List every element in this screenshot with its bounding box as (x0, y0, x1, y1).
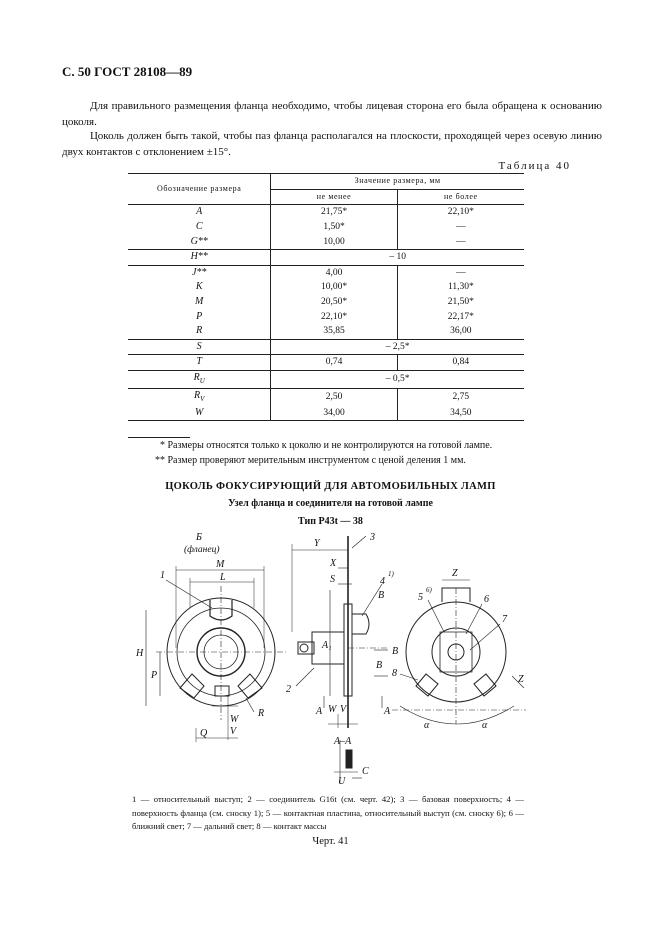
cell-min: 20,50* (271, 295, 397, 310)
table-row (128, 324, 524, 339)
cell-min: 1,50* (271, 220, 397, 235)
label-B-upper: В (378, 590, 385, 601)
header-min: не менее (271, 189, 397, 205)
flange-front-view (146, 566, 286, 742)
label-C: C (362, 766, 369, 777)
label-Z-right: Z (518, 674, 524, 685)
header-value: Значение размера, мм (271, 174, 524, 190)
side-view-labels (286, 532, 398, 787)
cell-designation: W (128, 406, 271, 421)
label-Q: Q (200, 728, 208, 739)
label-A-left: A (316, 706, 323, 717)
cell-min: 21,75* (271, 205, 397, 220)
cell-max: 11,30* (397, 280, 524, 295)
cell-min: 34,00 (271, 406, 397, 421)
table-row (128, 388, 524, 406)
label-alpha-right: α (482, 720, 488, 731)
label-V-side: V (340, 704, 347, 715)
label-n5: 5 (418, 592, 423, 603)
table-row (128, 249, 524, 265)
cell-max: 22,10* (397, 205, 524, 220)
label-A-right: A (384, 706, 391, 717)
table-row (128, 339, 524, 355)
table-row (128, 280, 524, 295)
paragraph-2: Цоколь должен быть такой, чтобы паз фланца располагался на плоскости, проходящей через осевую линию двух контактов с отклонением ±15°. (62, 130, 602, 158)
label-n7: 7 (502, 614, 507, 625)
label-n2: 2 (286, 684, 291, 695)
label-X: X (330, 558, 337, 569)
cell-min: 22,10* (271, 309, 397, 324)
table-row (128, 370, 524, 388)
cell-designation: H** (128, 249, 271, 265)
label-R: R (258, 708, 265, 719)
label-Z: Z (452, 568, 458, 579)
cell-designation: S (128, 339, 271, 355)
rear-view (392, 580, 526, 724)
cell-designation: $R_V$ (128, 388, 271, 406)
footnote-1: * Размеры относятся только к цоколю и не контролируются на готовой лампе. (160, 440, 493, 451)
cell-max: 2,75 (397, 388, 524, 406)
rear-view-labels (392, 568, 524, 731)
cell-min: 10,00* (271, 280, 397, 295)
table-row (128, 220, 524, 235)
cell-designation: K (195, 281, 203, 293)
label-U: U (338, 776, 346, 787)
label-M: M (216, 559, 225, 570)
technical-drawing (126, 528, 536, 790)
cell-max: — (397, 220, 524, 235)
label-n4: 4 (380, 576, 385, 587)
paragraph-1: Для правильного размещения фланца необходимо, чтобы лицевая сторона его была обращена к основанию цоколя. (62, 100, 602, 128)
header-max: не более (397, 189, 524, 205)
label-alpha-left: α (424, 720, 430, 731)
cell-min: 2,50 (271, 388, 397, 406)
cell-max: 22,17* (397, 309, 524, 324)
page-header: С. 50 ГОСТ 28108—89 (62, 64, 193, 79)
label-S: S (330, 574, 335, 585)
label-n3: 3 (370, 532, 375, 543)
label-H: H (136, 648, 144, 659)
label-V: V (230, 726, 237, 737)
label-n5sup: 6) (426, 586, 432, 594)
cell-max: — (397, 234, 524, 249)
label-flange-letter: Б (196, 532, 202, 543)
cell-designation: A (196, 206, 203, 218)
cell-max: — (397, 265, 524, 280)
label-Y: Y (314, 538, 320, 549)
label-P: P (151, 670, 158, 681)
figure-caption: 1 — относительный выступ; 2 — соединитель G16t (см. черт. 42); 3 — базовая поверхность; 4 — поверхность фланца (см. сноску 1); 5 — контактная пластина, относительный выступ (см. сноску 6); 6 — ближний свет; 7 — дальний свет; 8 — контакт массы (132, 794, 524, 831)
table-row (128, 205, 524, 220)
section-subtitle: Узел фланца и соединителя на готовой лампе (228, 498, 433, 509)
cell-designation: P (196, 310, 203, 322)
label-n1: 1 (160, 570, 165, 581)
cell-designation: M (195, 296, 204, 308)
label-L: L (220, 572, 226, 583)
figure-number: Черт. 41 (312, 836, 349, 847)
label-B-mid: В (392, 646, 399, 657)
label-flange-word: (фланец) (184, 545, 220, 555)
cell-value-span: – 10 (271, 249, 524, 265)
dimensions-table (128, 173, 524, 421)
cell-max: 0,84 (397, 355, 524, 371)
label-n8: 8 (392, 668, 397, 679)
table-row (128, 355, 524, 371)
cell-designation: J** (128, 265, 271, 280)
table-row (128, 309, 524, 324)
footnote-2: ** Размер проверяют мерительным инструментом с ценой деления 1 мм. (155, 455, 466, 466)
cell-value-span: – 2,5* (271, 339, 524, 355)
label-B-lower: В (376, 660, 383, 671)
cell-designation: C (195, 221, 203, 233)
cell-min: 10,00 (271, 234, 397, 249)
table-row (128, 265, 524, 280)
section-title: ЦОКОЛЬ ФОКУСИРУЮЩИЙ ДЛЯ АВТОМОБИЛЬНЫХ ЛАМП (165, 481, 496, 492)
cell-designation: $R_U$ (128, 370, 271, 388)
cell-min: 0,74 (271, 355, 397, 371)
cell-designation: G** (190, 235, 208, 247)
flange-front-labels (135, 532, 264, 739)
label-A1: A₁ (322, 640, 332, 651)
cell-max: 36,00 (397, 324, 524, 339)
cell-designation: R (196, 325, 203, 337)
label-section-AA: A–A (334, 736, 352, 747)
cell-value-span: – 0,5* (271, 370, 524, 388)
cell-max: 34,50 (397, 406, 524, 421)
cell-min: 35,85 (271, 324, 397, 339)
label-W: W (230, 714, 239, 725)
label-n6: 6 (484, 594, 489, 605)
table-row (128, 234, 524, 249)
label-n4sup: 1) (388, 570, 394, 578)
footnote-rule (128, 437, 190, 438)
label-W-side: W (328, 704, 337, 715)
table-caption: Таблица 40 (498, 160, 571, 172)
table-row (128, 295, 524, 310)
header-designation: Обозначение размера (128, 174, 271, 205)
cell-designation: T (128, 355, 271, 371)
section-type: Тип Р43t — 38 (298, 516, 363, 527)
cell-min: 4,00 (271, 265, 397, 280)
table-row (128, 406, 524, 421)
cell-max: 21,50* (397, 295, 524, 310)
